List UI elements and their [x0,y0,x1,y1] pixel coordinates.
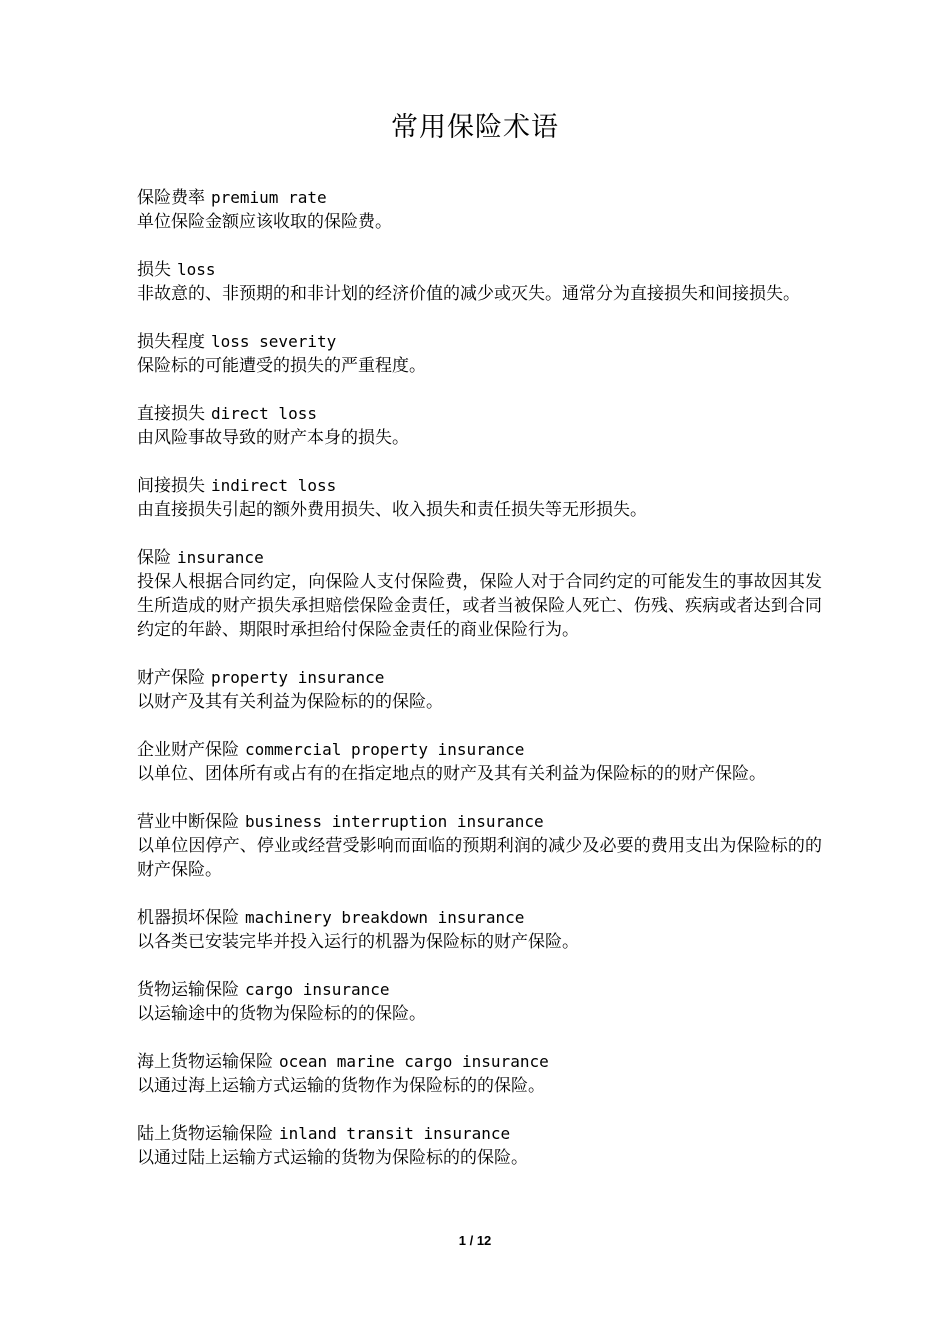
term-line [137,666,822,690]
glossary-entry [137,186,822,234]
term-chinese: 企业财产保险 [137,740,239,760]
term-chinese: 损失程度 [137,332,205,352]
glossary-list [137,186,822,1194]
term-english: business interruption insurance [245,812,544,831]
term-chinese: 机器损坏保险 [137,908,239,928]
term-definition: 以单位、团体所有或占有的在指定地点的财产及其有关利益为保险标的的财产保险。 [137,764,766,784]
term-english: property insurance [211,668,385,687]
term-english: loss severity [211,332,337,351]
term-definition: 以通过陆上运输方式运输的货物为保险标的的保险。 [137,1148,528,1168]
term-chinese: 海上货物运输保险 [137,1052,273,1072]
page-current: 1 [458,1233,466,1248]
glossary-entry [137,810,822,882]
term-line [137,186,822,210]
glossary-entry [137,330,822,378]
glossary-entry [137,258,822,306]
term-chinese: 财产保险 [137,668,205,688]
glossary-entry [137,546,822,642]
term-english: inland transit insurance [279,1124,511,1143]
term-definition: 以财产及其有关利益为保险标的的保险。 [137,692,443,712]
term-line [137,810,822,834]
page-number [0,1232,950,1250]
term-english: ocean marine cargo insurance [279,1052,549,1071]
glossary-entry [137,474,822,522]
term-definition: 以运输途中的货物为保险标的的保险。 [137,1004,426,1024]
term-line [137,1122,822,1146]
term-definition: 由风险事故导致的财产本身的损失。 [137,428,409,448]
page-separator: / [469,1233,474,1248]
term-line [137,546,822,570]
term-definition: 以单位因停产、停业或经营受影响而面临的预期利润的减少及必要的费用支出为保险标的的财产保险。 [137,836,822,880]
glossary-entry [137,1122,822,1170]
term-definition: 以通过海上运输方式运输的货物作为保险标的的保险。 [137,1076,545,1096]
term-definition: 以各类已安装完毕并投入运行的机器为保险标的财产保险。 [137,932,579,952]
term-chinese: 货物运输保险 [137,980,239,1000]
glossary-entry [137,1050,822,1098]
page-title: 常用保险术语 [391,112,559,143]
term-english: cargo insurance [245,980,390,999]
term-line [137,474,822,498]
term-line [137,258,822,282]
glossary-entry [137,906,822,954]
glossary-entry [137,738,822,786]
term-chinese: 陆上货物运输保险 [137,1124,273,1144]
glossary-entry [137,402,822,450]
term-line [137,1050,822,1074]
term-english: machinery breakdown insurance [245,908,525,927]
term-chinese: 保险 [137,548,171,568]
term-english: direct loss [211,404,317,423]
term-english: loss [177,260,216,279]
term-definition: 由直接损失引起的额外费用损失、收入损失和责任损失等无形损失。 [137,500,647,520]
term-line [137,738,822,762]
term-line [137,402,822,426]
term-english: indirect loss [211,476,337,495]
glossary-entry [137,666,822,714]
term-english: insurance [177,548,264,567]
term-definition: 非故意的、非预期的和非计划的经济价值的减少或灭失。通常分为直接损失和间接损失。 [137,284,800,304]
term-line [137,906,822,930]
term-chinese: 间接损失 [137,476,205,496]
term-english: commercial property insurance [245,740,525,759]
glossary-entry [137,978,822,1026]
term-definition: 单位保险金额应该收取的保险费。 [137,212,392,232]
term-chinese: 损失 [137,260,171,280]
term-english: premium rate [211,188,327,207]
term-chinese: 营业中断保险 [137,812,239,832]
page-total: 12 [476,1233,492,1248]
term-line [137,978,822,1002]
term-definition: 保险标的可能遭受的损失的严重程度。 [137,356,426,376]
term-chinese: 保险费率 [137,188,205,208]
term-definition: 投保人根据合同约定，向保险人支付保险费，保险人对于合同约定的可能发生的事故因其发生所造成的财产损失承担赔偿保险金责任，或者当被保险人死亡、伤残、疾病或者达到合同约定的年龄、期限时承担给付保险金责任的商业保险行为。 [137,572,822,640]
term-chinese: 直接损失 [137,404,205,424]
term-line [137,330,822,354]
